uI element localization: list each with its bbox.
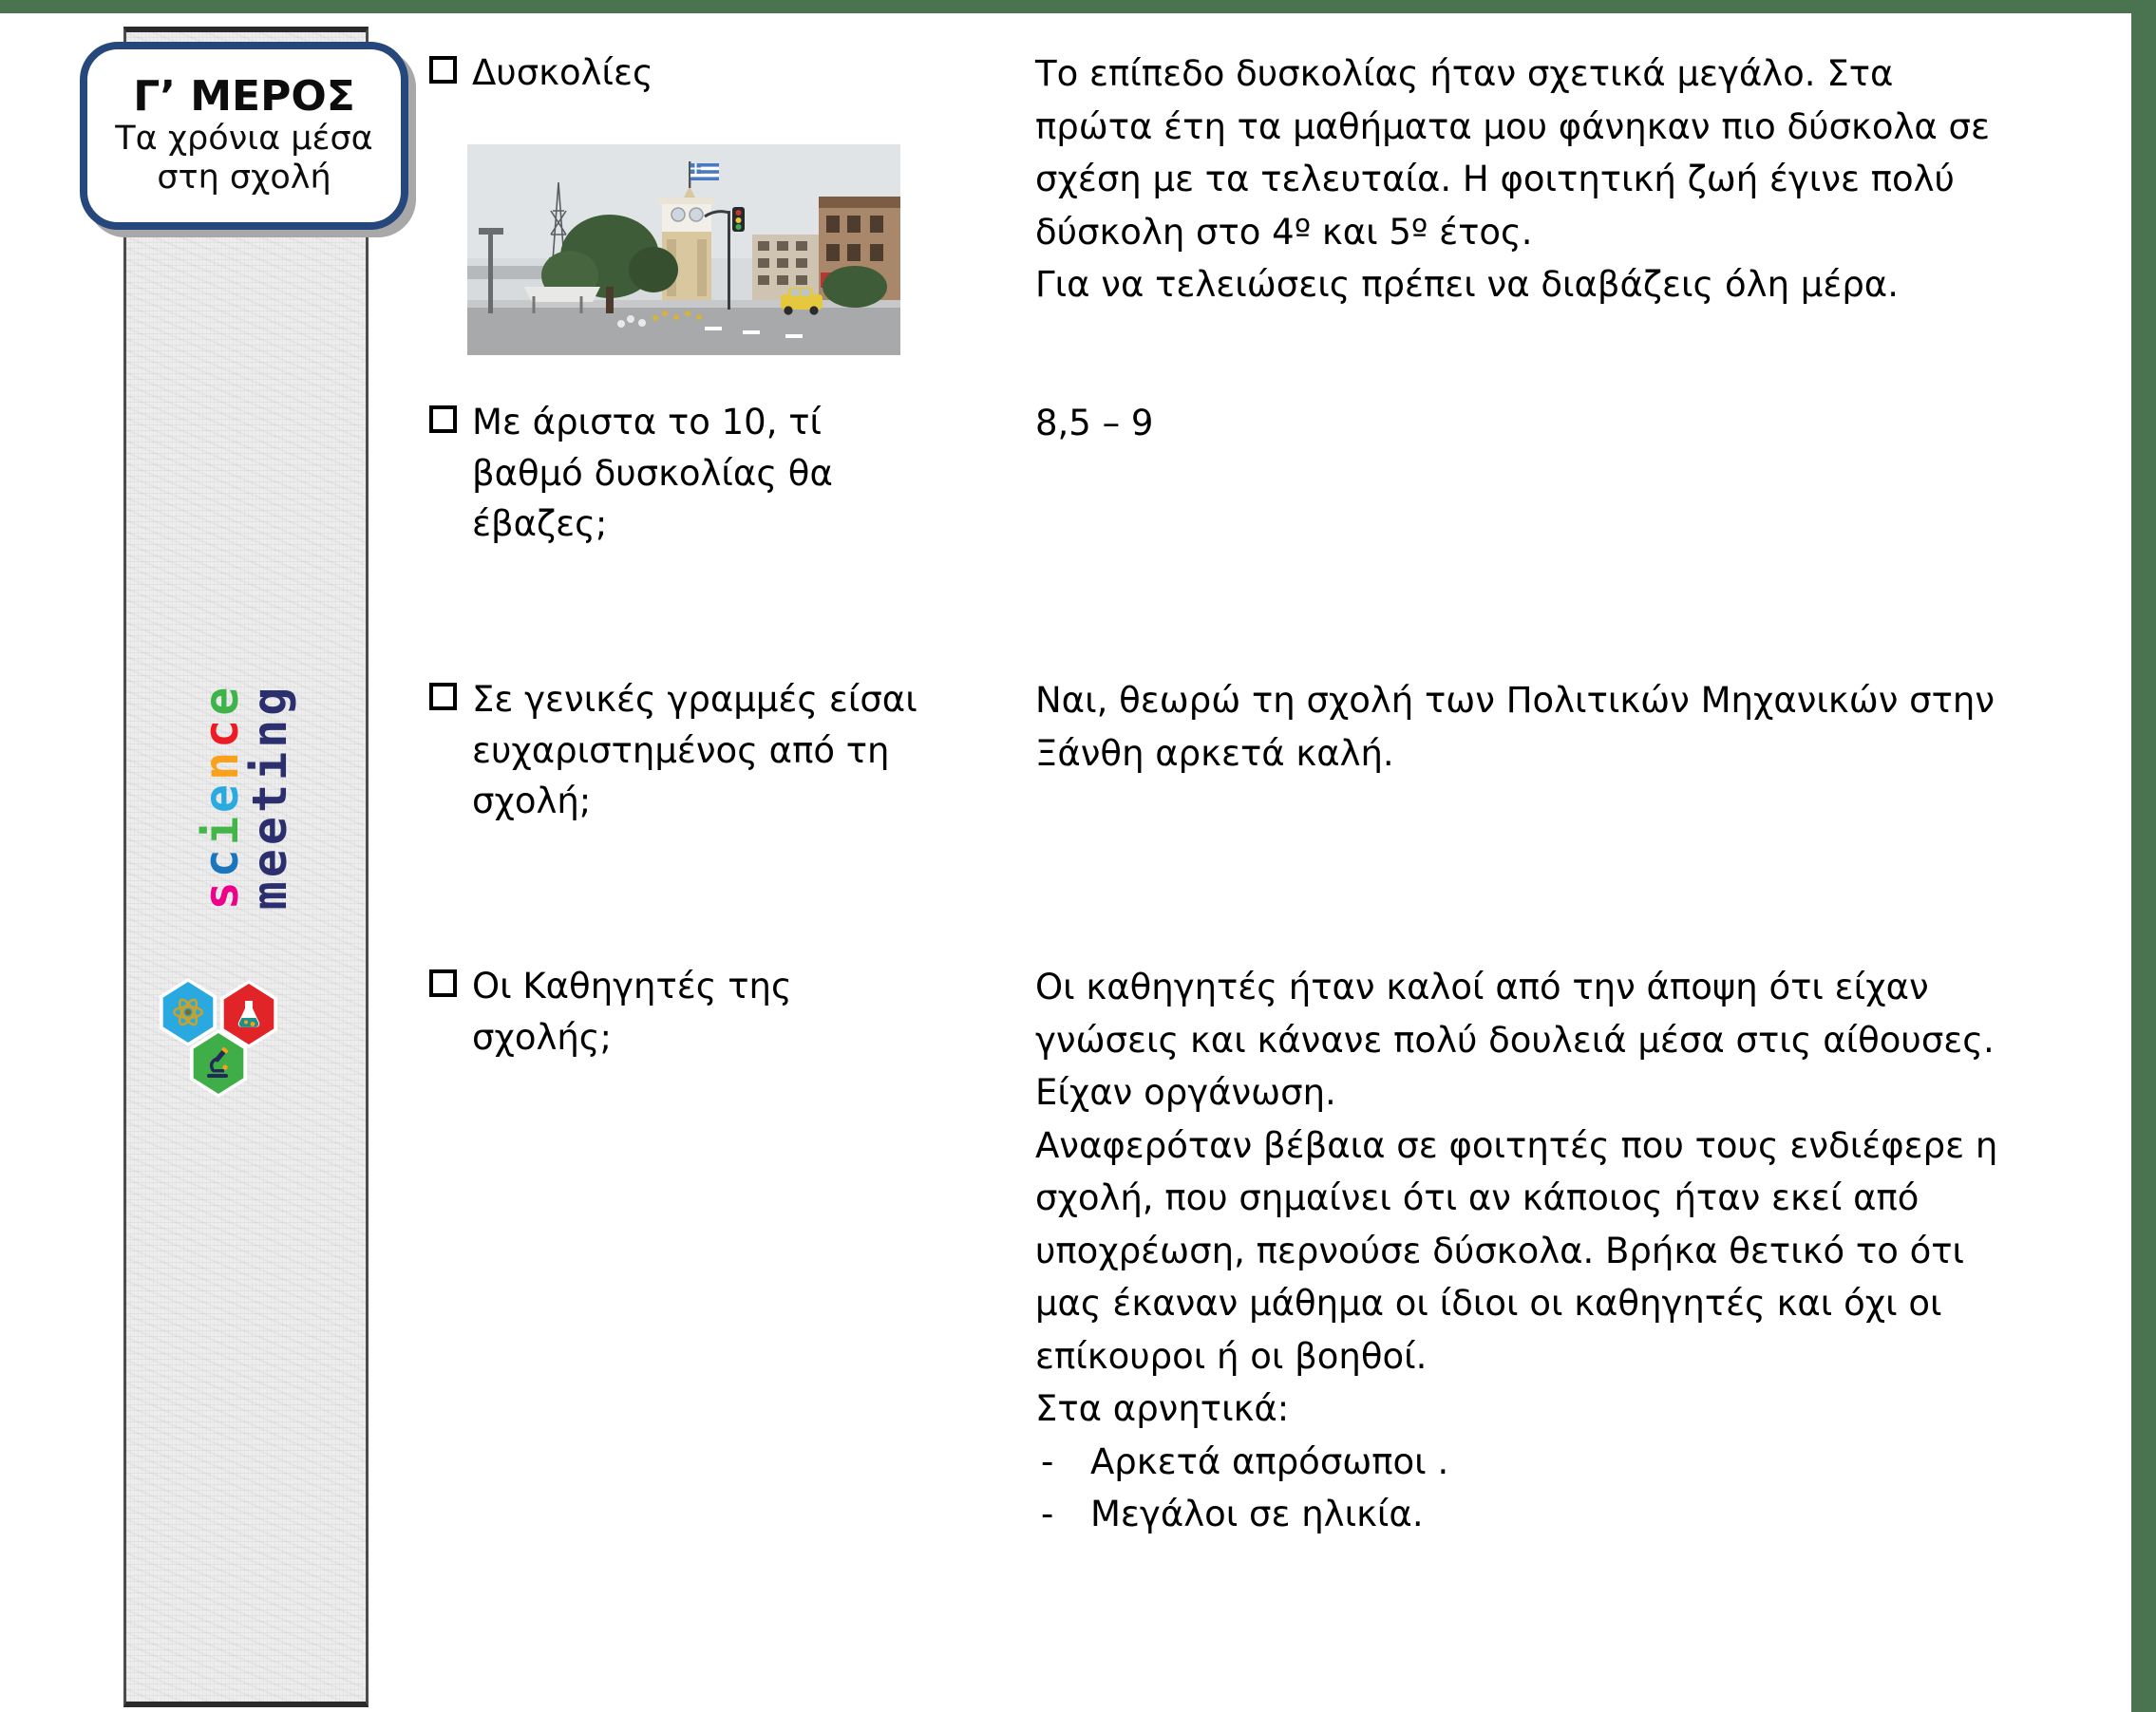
page-border-top [0,0,2156,13]
logo-hexagons [158,978,283,1100]
answer-paragraph: 8,5 – 9 [1035,403,1154,443]
answer-paragraph: Το επίπεδο δυσκολίας ήταν σχετικά μεγάλο. Στα πρώτα έτη τα μαθήματα μου φάνηκαν πιο δύσκολα σε σχέση με τα τελευταία. Η φοιτητική ζωή έγινε πολύ δύσκολη στο 4º και 5º έτος. [1035,53,1990,253]
qa-row [429,674,1999,827]
logo-letter: n [194,747,249,781]
answer-cell [1035,674,1999,780]
checkbox-icon [429,683,457,710]
answer-paragraph: Ναι, θεωρώ τη σχολή των Πολιτικών Μηχανικών στην Ξάνθη αρκετά καλή. [1035,680,1995,774]
bullet-dash: - [1041,1440,1054,1482]
question-line [429,397,961,550]
answer-cell [1035,397,1999,450]
question-cell [429,47,961,355]
page-border-right [2131,0,2156,1712]
question-text: Δυσκολίες [472,52,653,93]
logo-letter: c [194,845,249,878]
logo-word-meeting: meeting [242,683,297,911]
qa-row [429,47,1999,355]
answer-paragraph: Αναφερόταν βέβαια σε φοιτητές που τους ενδιέφερε η σχολή, που σημαίνει ότι αν κάποιος ήταν εκεί από υποχρέωση, περνούσε δύσκολα. Βρήκα θετικό το ότι μας έκαναν μάθημα οι ίδιοι οι καθηγητές και όχι οι επίκουροι ή οι βοηθοί. [1035,1124,1998,1377]
section-subtitle: Τα χρόνια μέσα στη σχολή [115,119,373,198]
question-line [429,47,961,99]
checkbox-icon [429,969,457,997]
checkbox-icon [429,56,457,84]
answer-paragraph: Οι καθηγητές ήταν καλοί από την άποψη ότι είχαν γνώσεις και κάνανε πολύ δουλειά μέσα στις αίθουσες. Είχαν οργάνωση. [1035,967,1995,1113]
answer-paragraph: Στα αρνητικά: [1035,1388,1290,1429]
qa-row [429,397,1999,550]
answer-bullet-text: Μεγάλοι σε ηλικία. [1090,1494,1424,1534]
qa-row [429,961,1999,1541]
logo-word-science [194,683,249,911]
answer-paragraph: Για να τελειώσεις πρέπει να διαβάζεις όλη μέρα. [1035,264,1899,305]
section-title: Γ’ ΜΕΡΟΣ [133,71,355,121]
logo-letter: i [194,813,249,846]
answer-bullet-item [1035,1436,1999,1489]
science-meeting-logo [193,626,299,968]
answer-cell [1035,961,1999,1541]
logo-letter: c [194,715,249,748]
qa-rows [429,0,2139,1712]
answer-bullet-text: Αρκετά απρόσωποι . [1090,1440,1449,1482]
question-cell [429,397,961,550]
question-cell [429,674,961,827]
question-text: Σε γενικές γραμμές είσαι ευχαριστημένος από τη σχολή; [472,679,917,822]
xanthi-town-square-photo [467,144,900,355]
logo-letter: s [194,877,249,911]
section-title-box [80,42,408,230]
checkbox-icon [429,405,457,433]
question-text: Οι Καθηγητές της σχολής; [472,966,792,1058]
logo-letter: e [194,780,249,814]
question-line [429,961,961,1063]
answer-cell [1035,47,1999,311]
microscope-icon [199,1044,237,1082]
logo-letter: e [194,683,249,716]
bullet-dash: - [1041,1494,1054,1534]
question-text: Με άριστα το 10, τί βαθμό δυσκολίας θα έβαζες; [472,402,833,545]
answer-bullet-item [1035,1488,1999,1541]
question-cell [429,961,961,1063]
atom-icon [168,992,208,1032]
flask-icon [230,995,268,1033]
question-line [429,674,961,827]
